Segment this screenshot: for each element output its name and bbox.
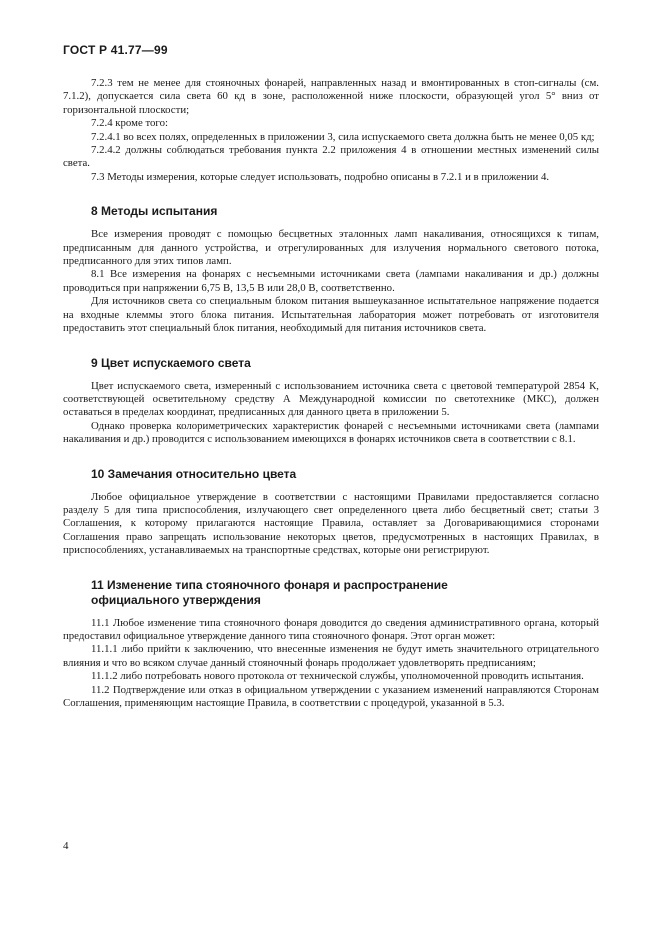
section-8-heading: 8 Методы испытания [91, 204, 218, 219]
section-9-paragraph: Однако проверка колориметрических характеристик фонарей с несъемными источниками света (лампами накаливания и др.) проводится с использованием имеющихся в фонарях источников света в соответствии с 8.1. [63, 419, 599, 446]
page-content [63, 77, 599, 710]
paragraph-11-2: 11.2 Подтверждение или отказ в официальном утверждении с указанием изменений направляются Сторонам Соглашения, применяющим настоящие Правила, в соответствии с процедурой, указанной в 5.3. [63, 683, 599, 709]
section-8-paragraph: Для источников света со специальным блоком питания вышеуказанное испытательное напряжение подается на входные клеммы этого блока питания. Испытательная лаборатория может потребовать от изготовителя предоставить этот специальный блок питания, необходимый для питания источников света. [63, 295, 599, 335]
section-10-heading: 10 Замечания относительно цвета [91, 466, 297, 481]
section-10-paragraph: Любое официальное утверждение в соответствии с настоящими Правилами предоставляется согласно разделу 5 для типа приспособления, излучающего свет определенного цвета либо бесцветный свет; статьи 3 Соглашения, к которому прилагаются настоящие Правила, оставляет за Договаривающимися сторонами Соглашения право запрещать использование некоторых цветов, предусмотренных в настоящих Правилах, в приспособлениях, устанавливаемых на транспортные средствах, которые они регистрируют. [63, 490, 599, 557]
paragraph-11-1: 11.1 Любое изменение типа стояночного фонаря доводится до сведения административного органа, который предоставил официальное утверждение данного типа стояночного фонаря. Этот орган может: [63, 616, 599, 642]
paragraph-7-3: 7.3 Методы измерения, которые следует использовать, подробно описаны в 7.2.1 и в приложении 4. [91, 170, 550, 183]
paragraph-7-2-4-2: 7.2.4.2 должны соблюдаться требования пункта 2.2 приложения 4 в отношении местных изменений силы света. [63, 144, 599, 170]
section-9-heading: 9 Цвет испускаемого света [91, 355, 251, 370]
paragraph-11-1-1: 11.1.1 либо прийти к заключению, что внесенные изменения не будут иметь значительного отрицательного влияния и что во всяком случае данный стояночный фонарь продолжает удовлетворять предписаниям; [63, 643, 599, 669]
section-11-heading-line1: 11 Изменение типа стояночного фонаря и распространение [91, 577, 448, 592]
page-number: 4 [63, 840, 69, 852]
paragraph-11-1-2: 11.1.2 либо потребовать нового протокола от технической службы, уполномоченной проводить испытания. [91, 670, 584, 683]
section-11-heading-line2: официального утверждения [91, 592, 261, 607]
document-header: ГОСТ Р 41.77—99 [63, 43, 168, 57]
paragraph-7-2-3: 7.2.3 тем не менее для стояночных фонарей, направленных назад и вмонтированных в стоп-сигналы (см. 7.1.2), допускается сила света 60 кд в зоне, расположенной ниже плоскости, образующей угол 5° вниз от горизонтальной плоскости; [63, 77, 599, 116]
paragraph-8-1: 8.1 Все измерения на фонарях с несъемными источниками света (лампами накаливания и др.) должны проводиться при напряжении 6,75 В, 13,5 В или 28,0 В, соответственно. [63, 268, 599, 294]
section-9-paragraph: Цвет испускаемого света, измеренный с использованием источника света с цветовой температурой 2854 К, соответствующей осветительному средству А Международной комиссии по светотехнике (МКС), должен оставаться в пределах координат, предписанных для данного цвета в приложении 5. [63, 379, 599, 419]
paragraph-7-2-4: 7.2.4 кроме того: [91, 117, 168, 130]
section-11-heading [91, 578, 599, 608]
section-8-paragraph: Все измерения проводят с помощью бесцветных эталонных ламп накаливания, относящихся к типам, предписанным для данного устройства, и отрегулированных для излучения нормального светового потока, предписанного для этих типов ламп. [63, 228, 599, 268]
paragraph-7-2-4-1: 7.2.4.1 во всех полях, определенных в приложении 3, сила испускаемого света должна быть не менее 0,05 кд; [91, 130, 595, 143]
